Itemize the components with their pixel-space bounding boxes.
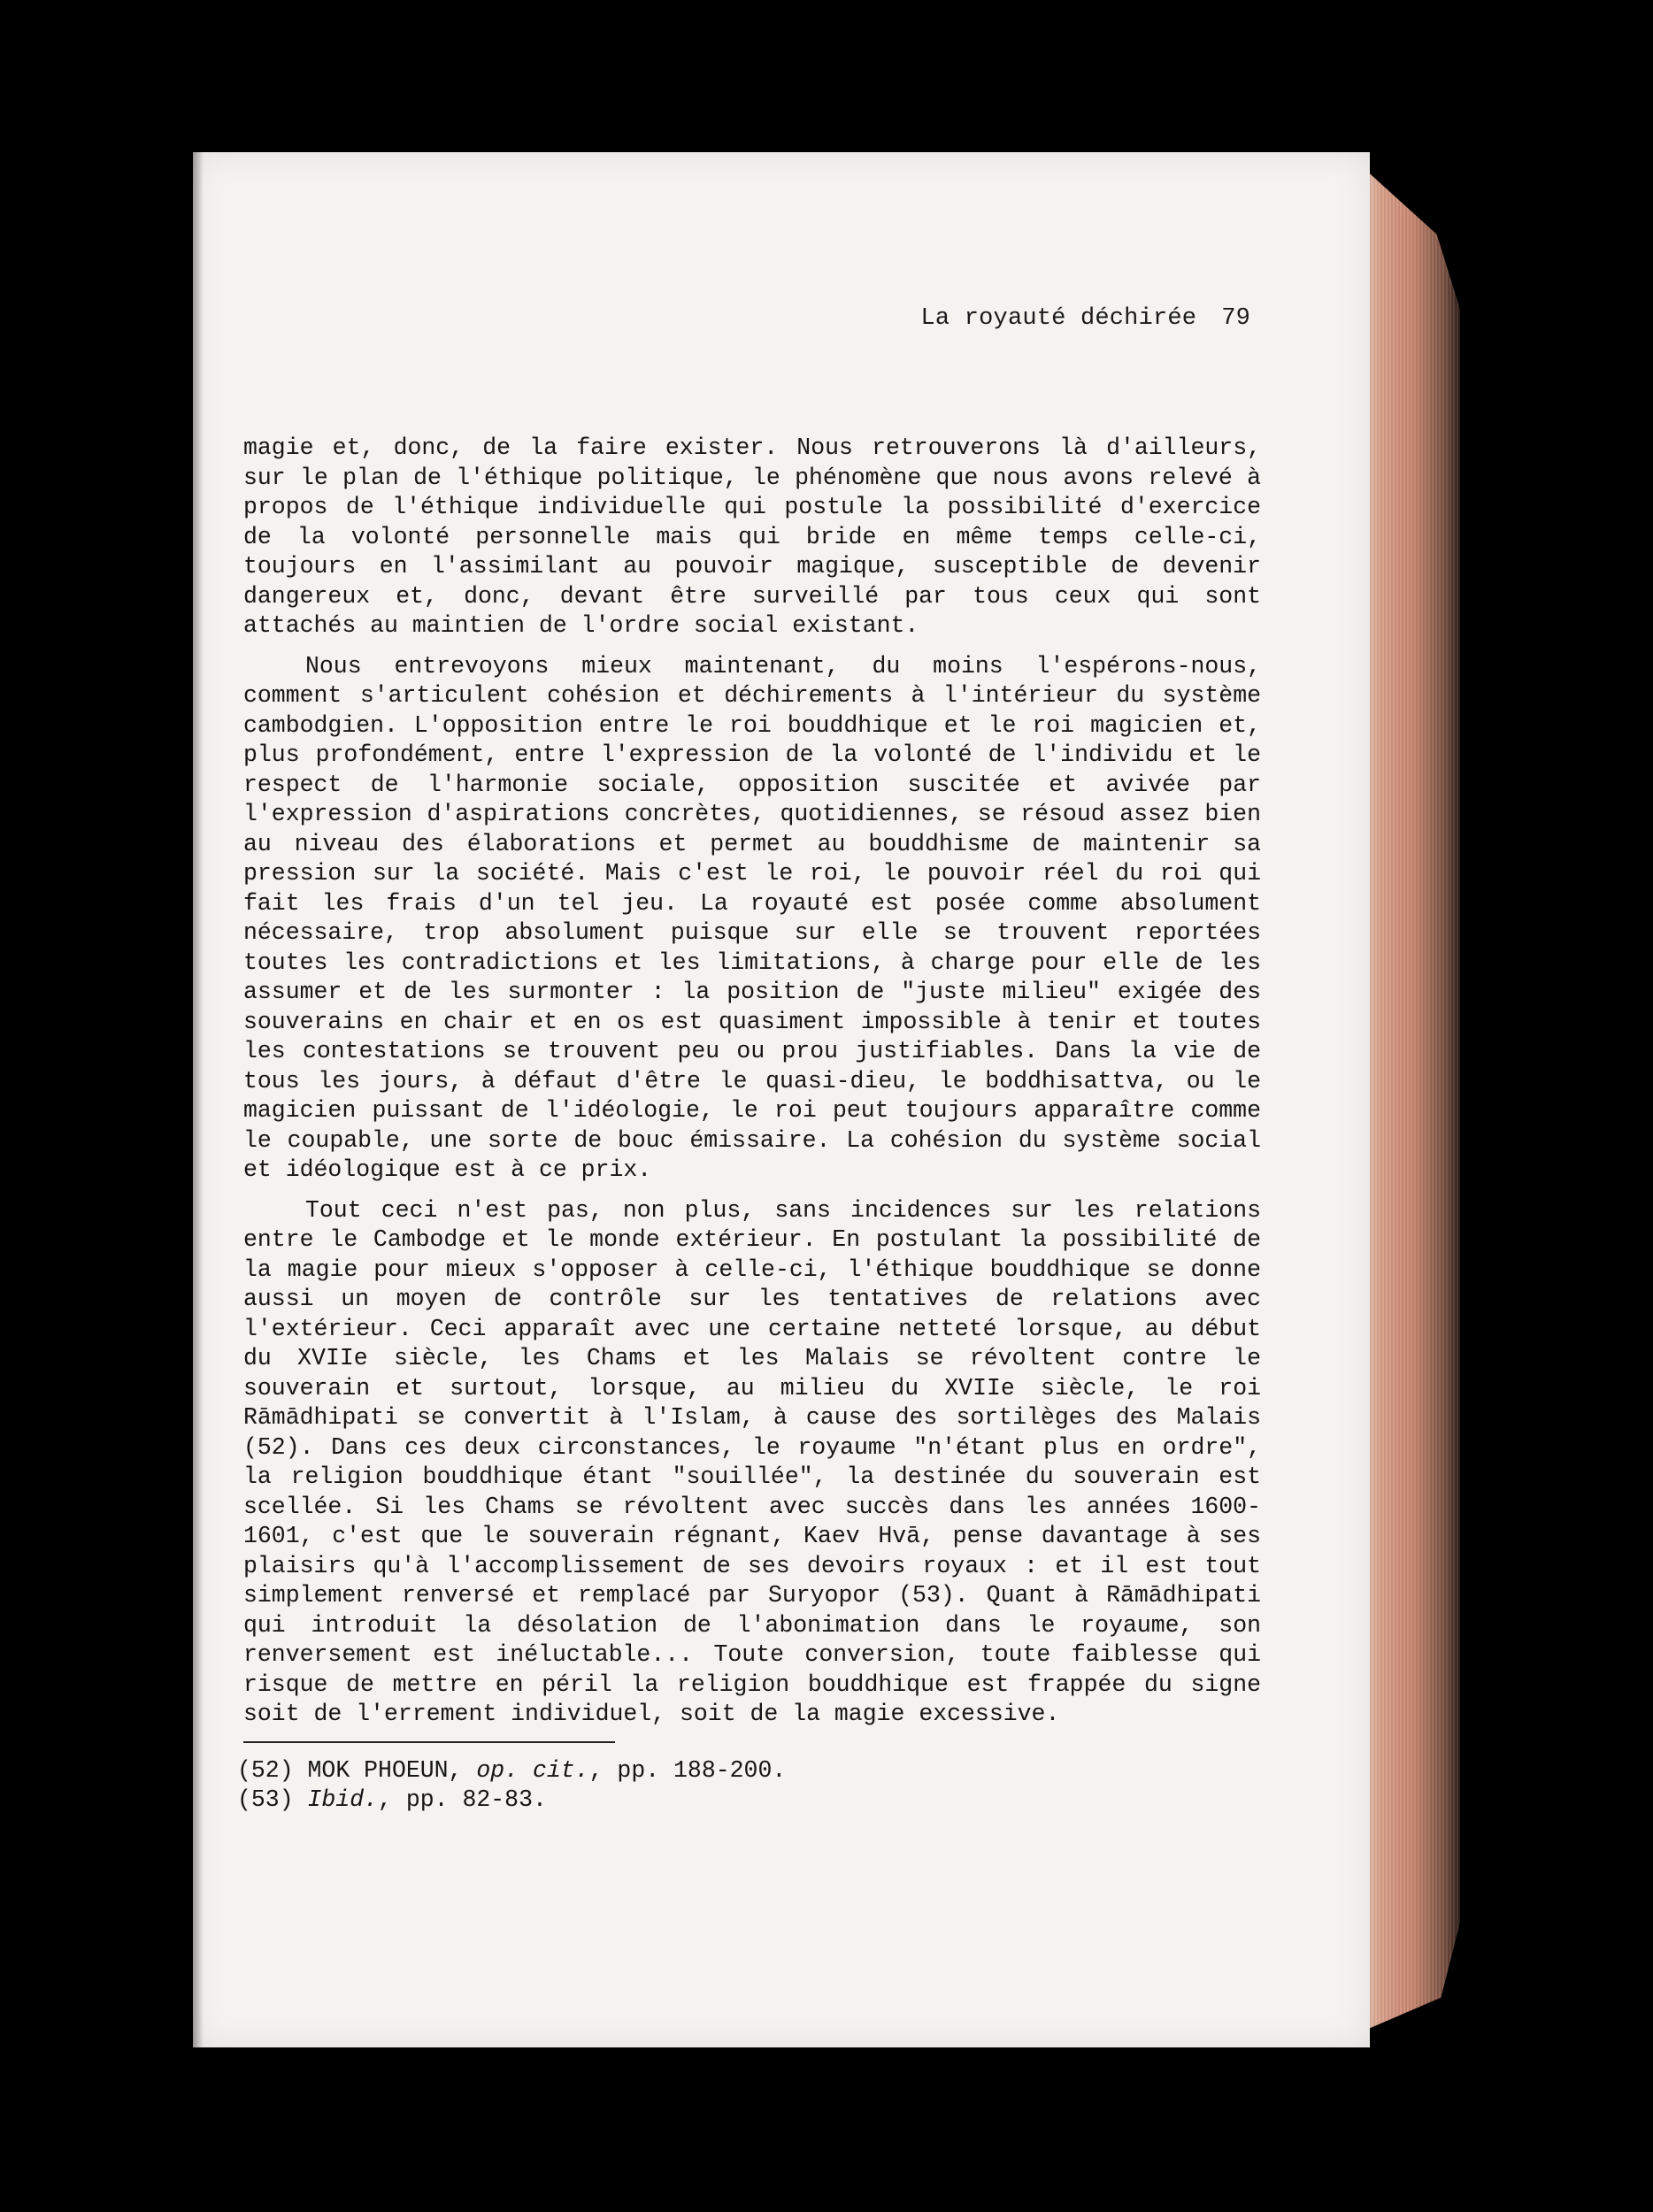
footnote-ref: Ibid. (307, 1786, 379, 1813)
page-number: 79 (1221, 305, 1250, 332)
footnote-author: MOK PHOEUN, (307, 1757, 463, 1784)
paragraph-1: magie et, donc, de la faire exister. Nous retrouverons là d'ailleurs, sur le plan de l'éthique politique, le phénomène que nous avons relevé à propos de l'éthique individuelle qui postule la possibilité d'exercice de la volonté personnelle mais qui bride en même temps celle-ci, toujours en l'assimilant au pouvoir magique, susceptible de devenir dangereux et, donc, devant être surveillé par tous ceux qui sont attachés au maintien de l'ordre social existant. (243, 434, 1261, 639)
footnote-number: (52) (237, 1757, 294, 1784)
footnote-53 (237, 1786, 786, 1815)
footnotes (237, 1756, 786, 1815)
footnote-52 (237, 1756, 786, 1786)
spine-shadow (193, 152, 204, 2047)
footnote-rule (243, 1741, 615, 1743)
paragraph-2: Nous entrevoyons mieux maintenant, du moins l'espérons-nous, comment s'articulent cohésion et déchirements à l'intérieur du système cambodgien. L'opposition entre le roi bouddhique et le roi magicien et, plus profondément, entre l'expression de la volonté de l'individu et le respect de l'harmonie sociale, opposition suscitée et avivée par l'expression d'aspirations concrètes, quotidiennes, se résoud assez bien au niveau des élaborations et permet au bouddhisme de maintenir sa pression sur la société. Mais c'est le roi, le pouvoir réel du roi qui fait les frais d'un tel jeu. La royauté est posée comme absolument nécessaire, trop absolument puisque sur elle se trouvent reportées toutes les contradictions et les limitations, à charge pour elle de les assumer et de les surmonter : la position de "juste milieu" exigée des souverains en chair et en os est quasiment impossible à tenir et toutes les contestations se trouvent peu ou prou justifiables. Dans la vie de tous les jours, à défaut d'être le quasi-dieu, le boddhisattva, ou le magicien puissant de l'idéologie, le roi peut toujours apparaître comme le coupable, une sorte de bouc émissaire. La cohésion du système social et idéologique est à ce prix. (243, 652, 1261, 1183)
footnote-ref: op. cit. (476, 1757, 589, 1784)
paragraph-3: Tout ceci n'est pas, non plus, sans incidences sur les relations entre le Cambodge et le monde extérieur. En postulant la possibilité de la magie pour mieux s'opposer à celle-ci, l'éthique bouddhique se donne aussi un moyen de contrôle sur les tentatives de relations avec l'extérieur. Ceci apparaît avec une certaine netteté lorsque, au début du XVIIe siècle, les Chams et les Malais se révoltent contre le souverain et surtout, lorsque, au milieu du XVIIe siècle, le roi Rāmādhipati se convertit à l'Islam, à cause des sortilèges des Malais (52). Dans ces deux circonstances, le royaume "n'étant plus en ordre", la religion bouddhique étant "souillée", la destinée du souverain est scellée. Si les Chams se révoltent avec succès dans les années 1600-1601, c'est que le souverain régnant, Kaev Hvā, pense davantage à ses plaisirs qu'à l'accomplissement de ses devoirs royaux : et il est tout simplement renversé et remplacé par Suryopor (53). Quant à Rāmādhipati qui introduit la désolation de l'abonimation dans le royaume, son renversement est inéluctable... Toute conversion, toute faiblesse qui risque de mettre en péril la religion bouddhique est frappée du signe soit de l'errement individuel, soit de la magie excessive. (243, 1196, 1261, 1727)
footnote-pages: , pp. 82-83. (378, 1786, 547, 1813)
page-edge (1354, 159, 1460, 2035)
footnote-pages: , pp. 188-200. (588, 1757, 787, 1784)
footnote-number: (53) (237, 1786, 294, 1813)
body-text (243, 434, 1261, 1740)
running-head-title: La royauté déchirée (920, 305, 1197, 332)
running-head (921, 305, 1250, 332)
